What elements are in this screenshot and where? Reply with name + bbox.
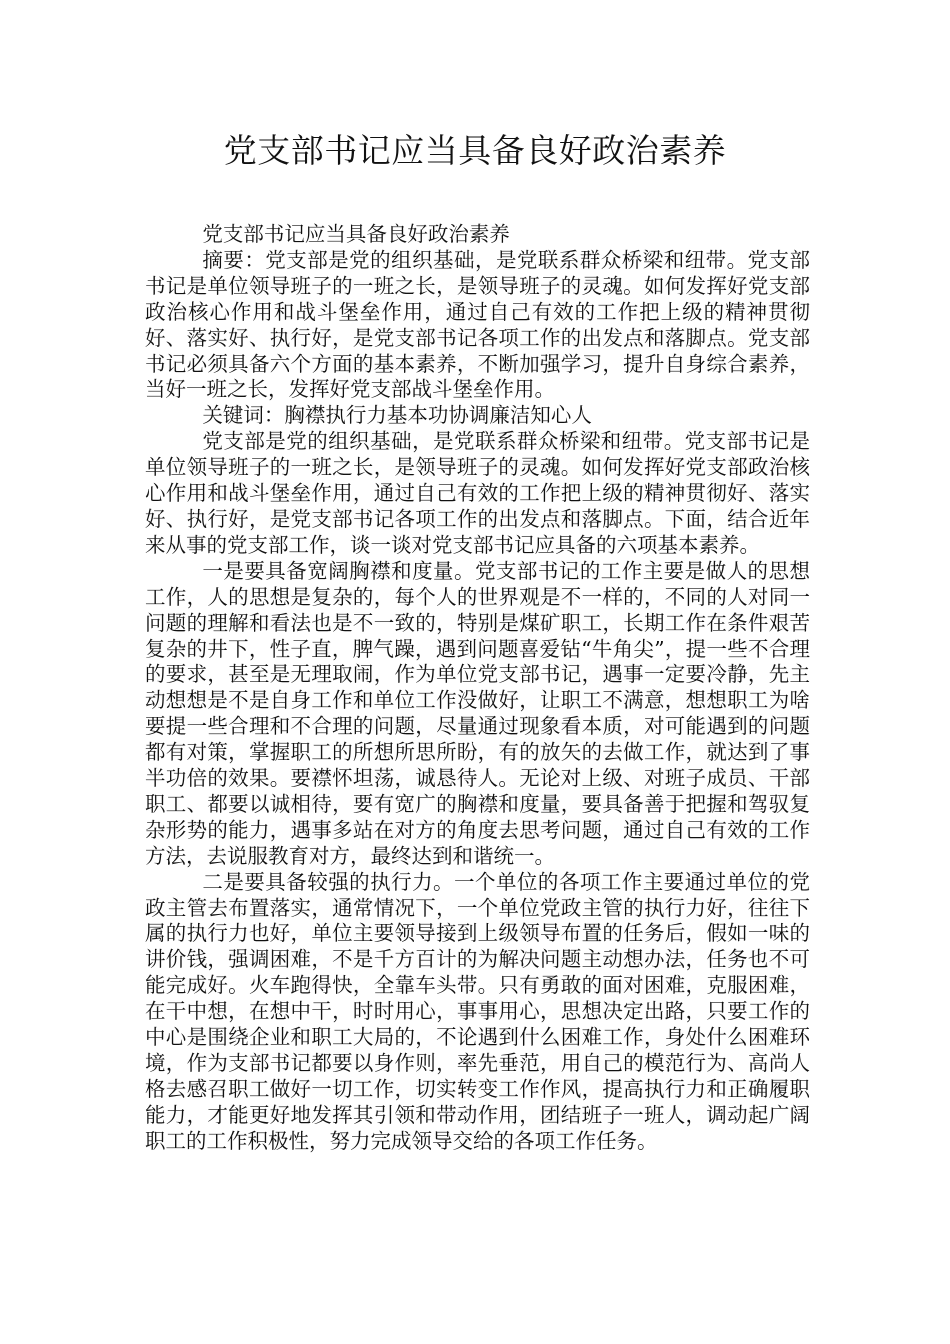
paragraph-abstract: 摘要：党支部是党的组织基础，是党联系群众桥梁和纽带。党支部书记是单位领导班子的一班之长，是领导班子的灵魂。如何发挥好党支部政治核心作用和战斗堡垒作用，通过自己有效的工作把上级的精神贯彻好、落实好、执行好，是党支部书记各项工作的出发点和落脚点。党支部书记必须具备六个方面的基本素养，不断加强学习，提升自身综合素养，当好一班之长，发挥好党支部战斗堡垒作用。 — [145, 247, 810, 402]
document-body — [145, 222, 810, 1155]
paragraph-keywords: 关键词：胸襟执行力基本功协调廉洁知心人 — [202, 403, 592, 428]
paragraph-intro: 党支部是党的组织基础，是党联系群众桥梁和纽带。党支部书记是单位领导班子的一班之长，是领导班子的灵魂。如何发挥好党支部政治核心作用和战斗堡垒作用，通过自己有效的工作把上级的精神贯彻好、落实好、执行好，是党支部书记各项工作的出发点和落脚点。下面，结合近年来从事的党支部工作，谈一谈对党支部书记应具备的六项基本素养。 — [145, 429, 810, 557]
paragraph-heading: 党支部书记应当具备良好政治素养 — [202, 222, 510, 246]
paragraph-point-two: 二是要具备较强的执行力。一个单位的各项工作主要通过单位的党政主管去布置落实，通常情况下，一个单位党政主管的执行力好，往往下属的执行力也好，单位主要领导接到上级领导布置的任务后，假如一味的讲价钱，强调困难，不是千方百计的为解决问题主动想办法，任务也不可能完成好。火车跑得快，全靠车头带。只有勇敢的面对困难，克服困难，在干中想，在想中干，时时用心，事事用心，思想决定出路，只要工作的中心是围绕企业和职工大局的，不论遇到什么困难工作，身处什么困难环境，作为支部书记都要以身作则，率先垂范，用自己的模范行为、高尚人格去感召职工做好一切工作，切实转变工作作风，提高执行力和正确履职能力，才能更好地发挥其引领和带动作用，团结班子一班人，调动起广阔职工的工作积极性，努力完成领导交给的各项工作任务。 — [145, 869, 810, 1153]
paragraph-point-one: 一是要具备宽阔胸襟和度量。党支部书记的工作主要是做人的思想工作，人的思想是复杂的，每个人的世界观是不一样的，不同的人对同一问题的理解和看法也是不一致的，特别是煤矿职工，长期工作在条件艰苦复杂的井下，性子直，脾气躁，遇到问题喜爱钻“牛角尖”，提一些不合理的要求，甚至是无理取闹，作为单位党支部书记，遇事一定要冷静，先主动想想是不是自身工作和单位工作没做好，让职工不满意，想想职工为啥要提一些合理和不合理的问题，尽量通过现象看本质，对可能遇到的问题都有对策，掌握职工的所想所思所盼，有的放矢的去做工作，就达到了事半功倍的效果。要襟怀坦荡，诚恳待人。无论对上级、对班子成员、干部职工、都要以诚相待，要有宽广的胸襟和度量，要具备善于把握和驾驭复杂形势的能力，遇事多站在对方的角度去思考问题，通过自己有效的工作方法，去说服教育对方，最终达到和谐统一。 — [145, 558, 810, 868]
document-title: 党支部书记应当具备良好政治素养 — [223, 131, 727, 170]
